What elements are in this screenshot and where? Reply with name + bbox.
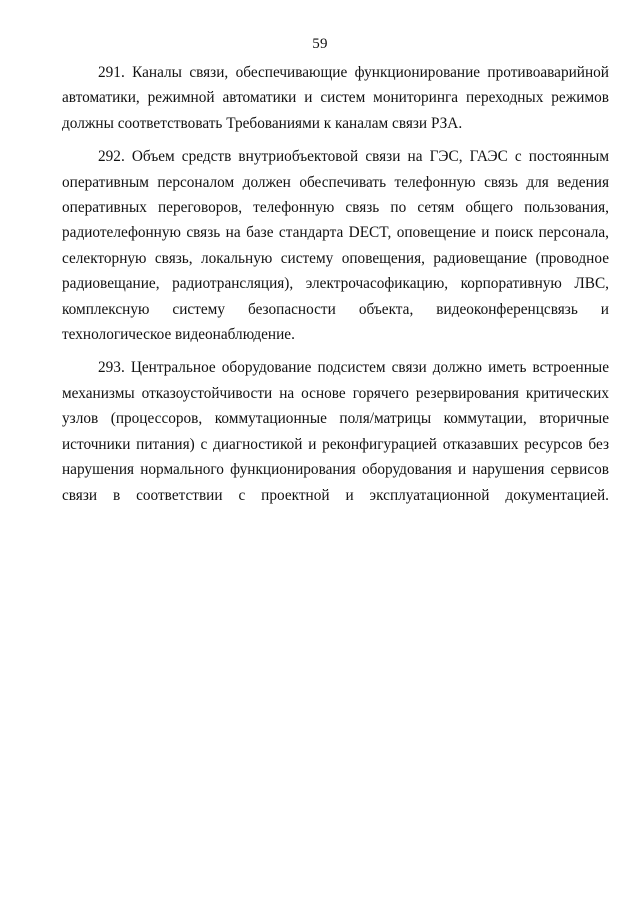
paragraph-293: 293. Центральное оборудование подсистем связи должно иметь встроенные механизмы отказоустойчивости на основе горячего резервирования критических узлов (процессоров, коммутационные поля/матрицы коммутации, вторичные источники питания) с диагностикой и реконфигурацией отказавших ресурсов без нарушения нормального функционирования оборудования и нарушения сервисов связи в соответствии с проектной и эксплуатационной документацией. xyxy=(62,359,609,504)
paragraph-291: 291. Каналы связи, обеспечивающие функционирование противоаварийной автоматики, режимной автоматики и систем мониторинга переходных режимов должны соответствовать Требованиями к каналам связи РЗА. xyxy=(62,64,609,132)
page-number: 59 xyxy=(312,36,328,52)
paragraph-292: 292. Объем средств внутриобъектовой связи на ГЭС, ГАЭС с постоянным оперативным персоналом должен обеспечивать телефонную связь для ведения оперативных переговоров, телефонную связь по сетям общего пользования, радиотелефонную связь на базе стандарта DECT, оповещение и поиск персонала, селекторную связь, локальную систему оповещения, радиовещание (проводное радиовещание, радиотрансляция), электрочасофикацию, корпоративную ЛВС, комплексную систему безопасности объекта, видеоконференцсвязь и технологическое видеонаблюдение. xyxy=(62,148,609,344)
document-body xyxy=(62,60,609,516)
